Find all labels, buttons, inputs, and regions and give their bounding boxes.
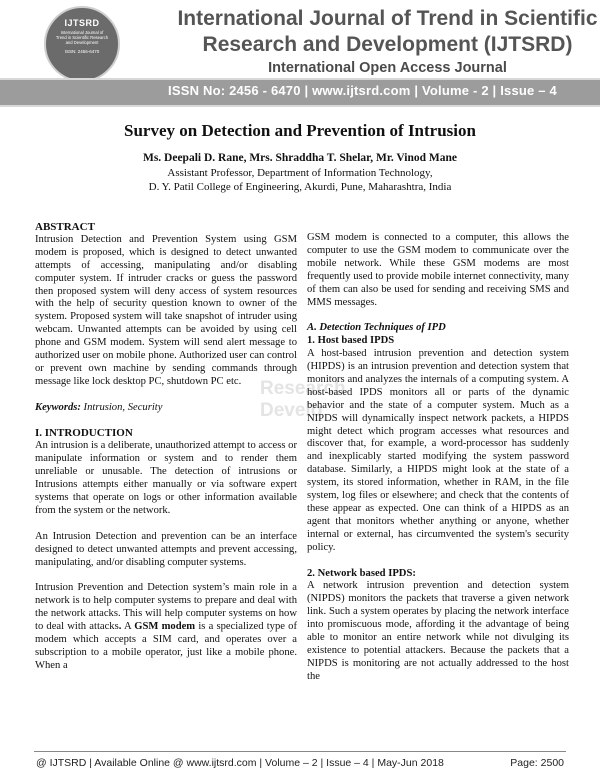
subsection-2-heading: 2. Network based IPDS: bbox=[307, 567, 416, 579]
intro-p3-part-b: A bbox=[121, 621, 135, 633]
intro-paragraph-2: An Intrusion Detection and prevention can be an interface designed to detect unwanted attempts and prevent accessing, manipulating, and/or disabling computer systems. bbox=[35, 530, 297, 568]
keywords-value: Intrusion, Security bbox=[80, 401, 163, 413]
footer-divider bbox=[34, 751, 566, 752]
journal-title-line1: International Journal of Trend in Scientific bbox=[177, 7, 598, 30]
watermark-line-1: Research bbox=[260, 378, 346, 399]
intro-paragraph-3 bbox=[35, 582, 297, 672]
open-access-label: International Open Access Journal bbox=[268, 60, 507, 76]
footer-citation: @ IJTSRD | Available Online @ www.ijtsrd.com | Volume – 2 | Issue – 4 | May-Jun 2018 bbox=[36, 757, 444, 769]
intro-p3-bold-dot: . bbox=[118, 621, 122, 633]
right-paragraph-1: GSM modem is connected to a computer, this allows the computer to use the GSM modem to communicate over the mobile network. While these GSM modems are most frequently used to provide mobile internet connectivity, many of them can also be used for sending and receiving SMS and MMS messages. bbox=[307, 232, 569, 308]
subsection-a-heading: A. Detection Techniques of IPD bbox=[307, 322, 446, 334]
affiliation-line-2: D. Y. Patil College of Engineering, Akurdi, Pune, Maharashtra, India bbox=[148, 181, 452, 193]
gsm-modem-term: GSM modem bbox=[134, 621, 196, 633]
watermark-line-2: Develo bbox=[260, 400, 323, 421]
paper-authors: Ms. Deepali D. Rane, Mrs. Shraddha T. Shelar, Mr. Vinod Mane bbox=[142, 152, 458, 164]
logo-abbr: IJTSRD bbox=[64, 18, 100, 28]
subsection-1-heading: 1. Host based IPDS bbox=[307, 335, 395, 347]
keywords bbox=[35, 402, 297, 415]
intro-p3-part-a: Intrusion Prevention and Detection system’s main role in a network is to help computer systems to prepare and deal with the network attacks. This will help computer systems on how to deal with attacks bbox=[35, 582, 297, 633]
paper-title: Survey on Detection and Prevention of Intrusion bbox=[124, 121, 476, 140]
footer-page-number: Page: 2500 bbox=[510, 757, 564, 769]
issn-bar bbox=[0, 78, 600, 107]
logo-issn: ISSN: 2456-6470 bbox=[64, 48, 100, 54]
abstract-text: Intrusion Detection and Prevention System using GSM modem is proposed, which is designed to detect unwanted attempts of accessing, manipulating and/or disabling computer system. If intruder cracks or guess the password then proposed system will deny access of system resources with the help of security question known to owner of the system. Proposed system will take snapshot of intruder using webcam. Unwanted attempts can be avoided by using cell phone and GSM modem. System will send alert message to authorized user on mobile phone. Authorized user can control or prevent own machine by sending commands through message like lock desktop PC, shutdown PC etc. bbox=[35, 233, 297, 387]
introduction-heading: I. INTRODUCTION bbox=[35, 427, 133, 440]
keywords-label: Keywords: bbox=[35, 401, 81, 413]
host-based-paragraph: A host-based intrusion prevention and detection system (HIPDS) is an intrusion prevention and detection system that monitors and analyzes the internals of a computing system. A host-based IPDS monitors all or parts of the dynamic behavior and the state of a computer system. Much as a NIPDS will dynamically inspect network packets, a HIPDS might detect which program accesses what resources and discover that, for example, a word-processor has suddenly and inexplicably started modifying the system password database. Similarly, a HIPDS might look at the state of a system, its stored information, whether in RAM, in the file system, log files or elsewhere; and check that the contents of these appear as expected. One can think of a HIPDS as an agent that monitors whether anything or anyone, whether internal or external, has circumvented the system's security policy. bbox=[307, 348, 569, 553]
affiliation-line-1: Assistant Professor, Department of Information Technology, bbox=[167, 167, 433, 179]
network-based-paragraph: A network intrusion prevention and detection system (NIPDS) monitors the packets that traverse a given network link. Such a system operates by placing the network interface into promiscuous mode, affording it the advantage of being able to monitor an entire network while not divulging its existence to potential attackers. Because the packets that a NIPDS is monitoring are not actually addressed to the host the bbox=[307, 580, 569, 682]
journal-logo bbox=[44, 6, 120, 82]
journal-title-line2: Research and Development (IJTSRD) bbox=[202, 33, 573, 56]
left-column bbox=[35, 221, 297, 673]
journal-title bbox=[175, 6, 600, 58]
right-column bbox=[307, 232, 569, 684]
journal-masthead bbox=[0, 0, 600, 108]
issn-bar-text: ISSN No: 2456 - 6470 | www.ijtsrd.com | Volume - 2 | Issue – 4 bbox=[168, 83, 557, 98]
intro-paragraph-1: An intrusion is a deliberate, unauthorized attempt to access or manipulate information or system and to render them unreliable or unusable. The detection of intrusions or Intrusions attempts either manually or via software expert systems that operate on logs or other information available from the system or the network. bbox=[35, 440, 297, 516]
logo-full-name: International Journal of Trend in Scientific Research and Development bbox=[55, 30, 109, 46]
abstract-heading: ABSTRACT bbox=[35, 221, 95, 233]
intro-p3-part-c: is a specialized type of modem which accepts a SIM card, and operates over a subscription to a mobile operator, just like a mobile phone. When a bbox=[35, 621, 297, 671]
